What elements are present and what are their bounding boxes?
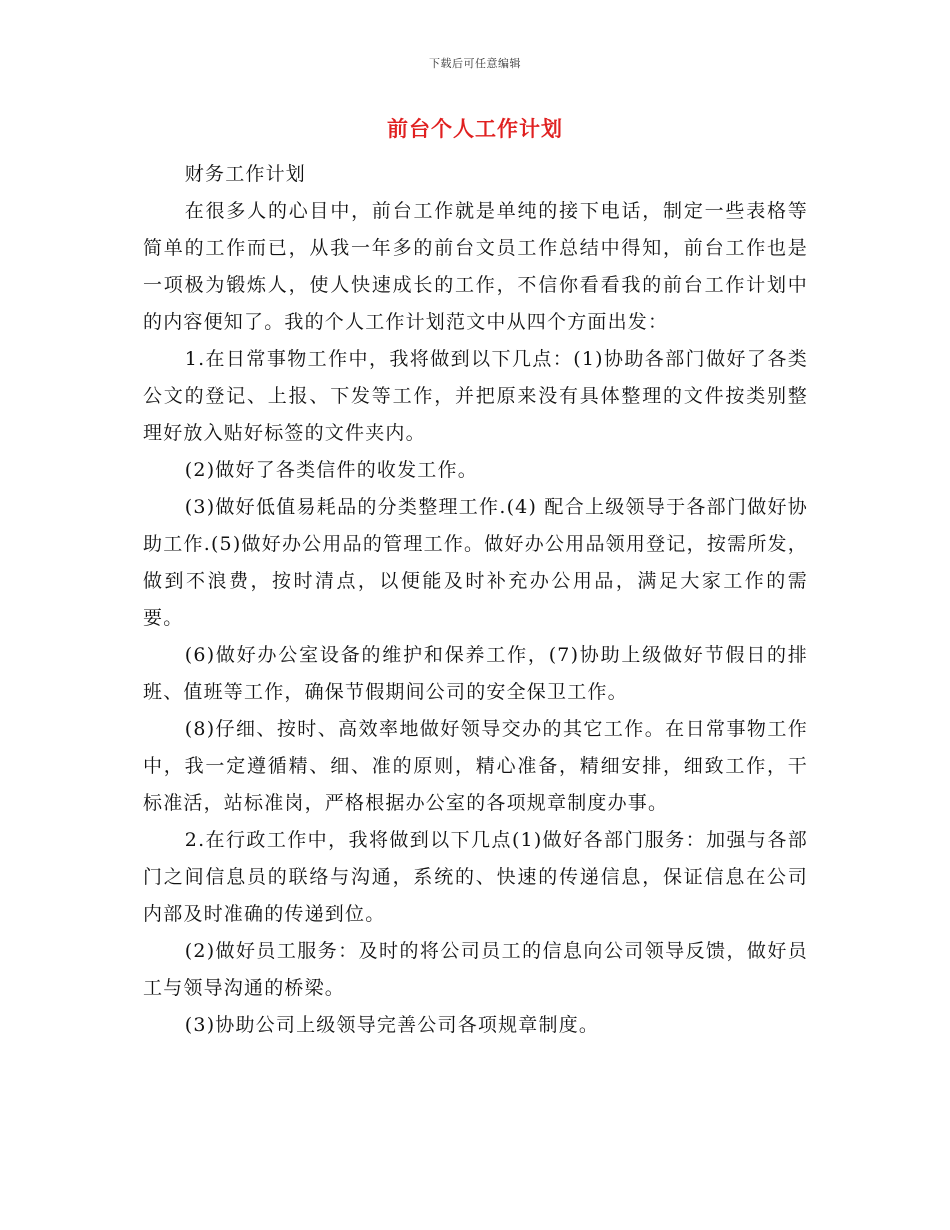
body-paragraph: (3)做好低值易耗品的分类整理工作.(4) 配合上级领导于各部门做好协助工作.(5)做好办公用品的管理工作。做好办公用品领用登记，按需所发，做到不浪费，按时清点，以便能及时补充办公用品，满足大家工作的需要。 [143,496,808,629]
body-paragraph: 在很多人的心目中，前台工作就是单纯的接下电话，制定一些表格等简单的工作而已，从我一年多的前台文员工作总结中得知，前台工作也是一项极为锻炼人，使人快速成长的工作，不信你看看我的前台工作计划中的内容便知了。我的个人工作计划范文中从四个方面出发： [143,200,808,333]
document-title: 前台个人工作计划 [387,116,563,141]
page-header-note: 下载后可任意编辑 [429,57,521,70]
body-paragraph: (6)做好办公室设备的维护和保养工作，(7)协助上级做好节假日的排班、值班等工作，确保节假期间公司的安全保卫工作。 [143,644,808,703]
body-paragraph: (2)做好了各类信件的收发工作。 [184,459,478,481]
body-paragraph: (3)协助公司上级领导完善公司各项规章制度。 [184,1014,600,1036]
body-paragraph: 2.在行政工作中，我将做到以下几点(1)做好各部门服务：加强与各部门之间信息员的联络与沟通，系统的、快速的传递信息，保证信息在公司内部及时准确的传递到位。 [143,829,808,925]
body-paragraph: 1.在日常事物工作中，我将做到以下几点：(1)协助各部门做好了各类公文的登记、上报、下发等工作，并把原来没有具体整理的文件按类别整理好放入贴好标签的文件夹内。 [143,348,808,444]
body-paragraph: (8)仔细、按时、高效率地做好领导交办的其它工作。在日常事物工作中，我一定遵循精、细、准的原则，精心准备，精细安排，细致工作，干标准活，站标准岗，严格根据办公室的各项规章制度办事。 [143,718,808,814]
document-body [143,156,808,1044]
body-paragraph: (2)做好员工服务：及时的将公司员工的信息向公司领导反馈，做好员工与领导沟通的桥梁。 [143,940,808,999]
body-paragraph: 财务工作计划 [184,163,306,185]
